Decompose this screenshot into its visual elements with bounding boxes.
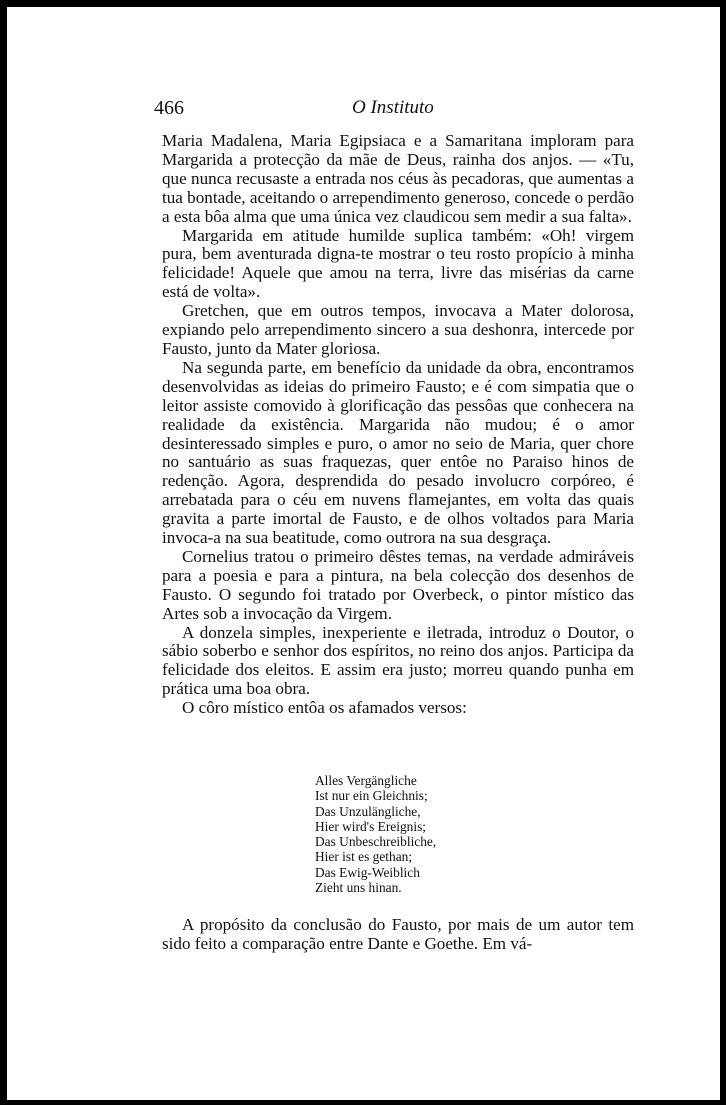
page-header — [7, 97, 720, 127]
paragraph: Gretchen, que em outros tempos, invocava a Mater dolorosa, expiando pelo arrependimento sincero a sua deshonra, intercede por Fausto, junto da Mater gloriosa. — [162, 301, 634, 358]
page-number: 466 — [154, 97, 184, 119]
paragraph: A propósito da conclusão do Fausto, por mais de um autor tem sido feito a comparação entre Dante e Goethe. Em vá- — [162, 915, 634, 953]
verse-line: Hier wird's Ereignis; — [315, 818, 427, 834]
paragraph: Maria Madalena, Maria Egipsiaca e a Samaritana imploram para Margarida a protecção da mãe de Deus, rainha dos anjos. — «Tu, que nunca recusaste a entrada nos céus às pecadoras, que aumentas a tua bontade, aceitando o arrependimento generoso, concede o perdão a esta bôa alma que uma única vez claudicou sem medir a sua falta». — [162, 131, 634, 226]
verse-line: Das Unbeschreibliche, — [315, 834, 437, 850]
verse-line: Hier ist es gethan; — [315, 849, 413, 865]
verse-line: Ist nur ein Gleichnis; — [315, 788, 428, 804]
closing-text — [162, 915, 634, 953]
book-page — [7, 7, 720, 1100]
paragraph: Margarida em atitude humilde suplica também: «Oh! virgem pura, bem aventurada digna-te mostrar o teu rosto propício à minha felicidade! Aquele que amou na terra, livre das misérias da carne está de volta». — [162, 225, 634, 302]
body-text — [162, 132, 634, 718]
verse-quote — [315, 773, 436, 895]
paragraph: A donzela simples, inexperiente e iletrada, introduz o Doutor, o sábio soberbo e senhor dos espíritos, no reino dos anjos. Participa da felicidade dos eleitos. E assim era justo; morreu quando punha em prática uma boa obra. — [162, 622, 634, 699]
verse-line: Alles Vergängliche — [315, 773, 417, 788]
verse-line: Das Unzulängliche, — [315, 803, 421, 819]
verse-line: Zieht uns hinan. — [315, 880, 402, 896]
verse-line: Das Ewig-Weiblich — [315, 864, 420, 880]
paragraph: Cornelius tratou o primeiro dêstes temas, na verdade admiráveis para a poesia e para a pintura, na bela colecção dos desenhos de Fausto. O segundo foi tratado por Overbeck, o pintor místico das Artes sob a invocação da Virgem. — [162, 546, 634, 623]
paragraph: O côro místico entôa os afamados versos: — [182, 698, 467, 718]
paragraph: Na segunda parte, em benefício da unidade da obra, encontramos desenvolvidas as ideias do primeiro Fausto; e é com simpatia que o leitor assiste comovido à glorificação das pessôas que conhecera na realidade da existência. Margarida não mudou; é o amor desinteressado simples e puro, o amor no seio de Maria, quer chore no santuário as suas fraquezas, quer entôe no Paraiso hinos de redenção. Agora, desprendida do pesado involucro corpóreo, é arrebatada para o céu em nuvens flamejantes, em volta das quais gravita a parte imortal de Fausto, e de olhos voltados para Maria invoca-a na sua beatitude, como outrora na sua desgraça. — [162, 357, 634, 548]
running-title: O Instituto — [352, 97, 434, 118]
